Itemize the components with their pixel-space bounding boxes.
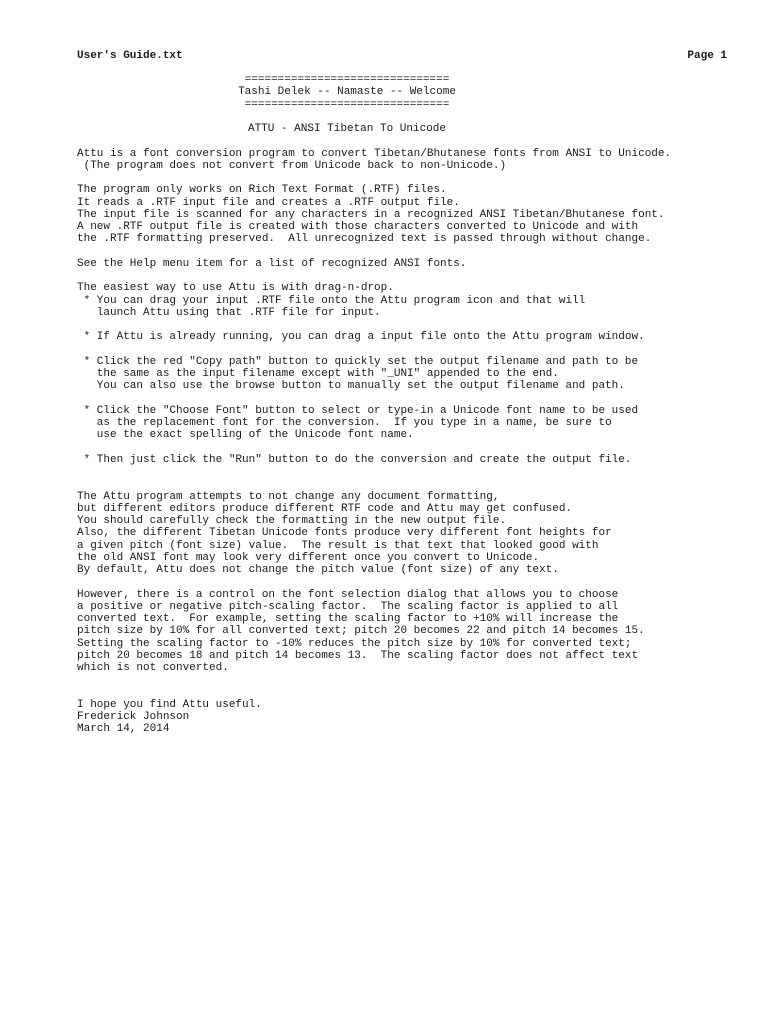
text-line: the same as the input filename except with "_UNI" appended to the end. <box>77 368 559 380</box>
file-name: User's Guide.txt <box>77 50 183 62</box>
text-line: as the replacement font for the conversion. If you type in a name, be sure to <box>77 417 612 429</box>
text-line: * Then just click the "Run" button to do the conversion and create the output file. <box>77 453 632 466</box>
text-line: Attu is a font conversion program to convert Tibetan/Bhutanese fonts from ANSI to Unicode. <box>77 147 672 160</box>
text-line: * Click the red "Copy path" button to quickly set the output filename and path to be <box>77 355 639 368</box>
text-line: * Click the "Choose Font" button to select or type-in a Unicode font name to be used <box>77 404 639 417</box>
text-line <box>77 270 737 282</box>
text-line: * You can drag your input .RTF file onto the Attu program icon and that will <box>77 294 586 307</box>
text-line: March 14, 2014 <box>77 723 170 736</box>
text-line: See the Help menu item for a list of recognized ANSI fonts. <box>77 257 467 270</box>
text-line: You should carefully check the formatting in the new output file. <box>77 515 507 527</box>
text-line: You can also use the browse button to manually set the output filename and path. <box>77 380 625 393</box>
text-line: a given pitch (font size) value. The result is that text that looked good with <box>77 539 599 552</box>
greeting-title: Tashi Delek -- Namaste -- Welcome <box>238 86 456 99</box>
text-line: Setting the scaling factor to -10% reduces the pitch size by 10% for converted text; <box>77 637 632 650</box>
text-line: It reads a .RTF input file and creates a .RTF output file. <box>77 196 460 209</box>
text-line <box>77 674 737 686</box>
text-line: pitch 20 becomes 18 and pitch 14 becomes 13. The scaling factor does not affect text <box>77 649 639 662</box>
title-rule-bottom: =============================== <box>244 98 450 111</box>
text-line <box>77 576 737 588</box>
text-line: converted text. For example, setting the scaling factor to +10% will increase the <box>77 613 619 625</box>
text-line <box>77 344 737 356</box>
text-line: a positive or negative pitch-scaling factor. The scaling factor is applied to all <box>77 600 619 613</box>
text-line <box>77 478 737 490</box>
text-line <box>77 393 737 405</box>
text-line: but different editors produce different RTF code and Attu may get confused. <box>77 502 573 515</box>
title-rule-top: =============================== <box>244 74 450 86</box>
text-line <box>77 319 737 331</box>
text-line: The program only works on Rich Text Format (.RTF) files. <box>77 184 447 197</box>
body-text <box>77 148 737 736</box>
text-line: Also, the different Tibetan Unicode fonts produce very different font heights for <box>77 527 612 540</box>
document-body <box>77 74 737 736</box>
text-line <box>77 466 737 478</box>
text-line: which is not converted. <box>77 662 229 674</box>
text-line: * If Attu is already running, you can drag a input file onto the Attu program window. <box>77 331 645 344</box>
text-line: use the exact spelling of the Unicode font name. <box>77 429 414 442</box>
document-subtitle: ATTU - ANSI Tibetan To Unicode <box>247 123 447 135</box>
text-line: (The program does not convert from Unicode back to non-Unicode.) <box>77 159 507 172</box>
text-line: However, there is a control on the font selection dialog that allows you to choose <box>77 588 619 601</box>
text-line: pitch size by 10% for all converted text; pitch 20 becomes 22 and pitch 14 becomes 15. <box>77 625 645 638</box>
text-line <box>77 246 737 258</box>
text-line: the old ANSI font may look very different once you convert to Unicode. <box>77 551 540 564</box>
text-line <box>77 687 737 699</box>
text-line: The Attu program attempts to not change any document formatting, <box>77 490 500 503</box>
text-line: The input file is scanned for any characters in a recognized ANSI Tibetan/Bhutanese font. <box>77 208 665 221</box>
text-line: the .RTF formatting preserved. All unrecognized text is passed through without change. <box>77 233 652 246</box>
text-line <box>77 172 737 184</box>
text-line: Frederick Johnson <box>77 711 190 723</box>
text-line: A new .RTF output file is created with those characters converted to Unicode and with <box>77 221 639 233</box>
text-line <box>77 442 737 454</box>
page-number: Page 1 <box>687 50 727 62</box>
text-line: launch Attu using that .RTF file for input. <box>77 306 381 319</box>
text-line: The easiest way to use Attu is with drag-n-drop. <box>77 282 394 295</box>
page-header <box>77 50 727 63</box>
text-line: By default, Attu does not change the pitch value (font size) of any text. <box>77 564 559 576</box>
text-line: I hope you find Attu useful. <box>77 698 262 711</box>
